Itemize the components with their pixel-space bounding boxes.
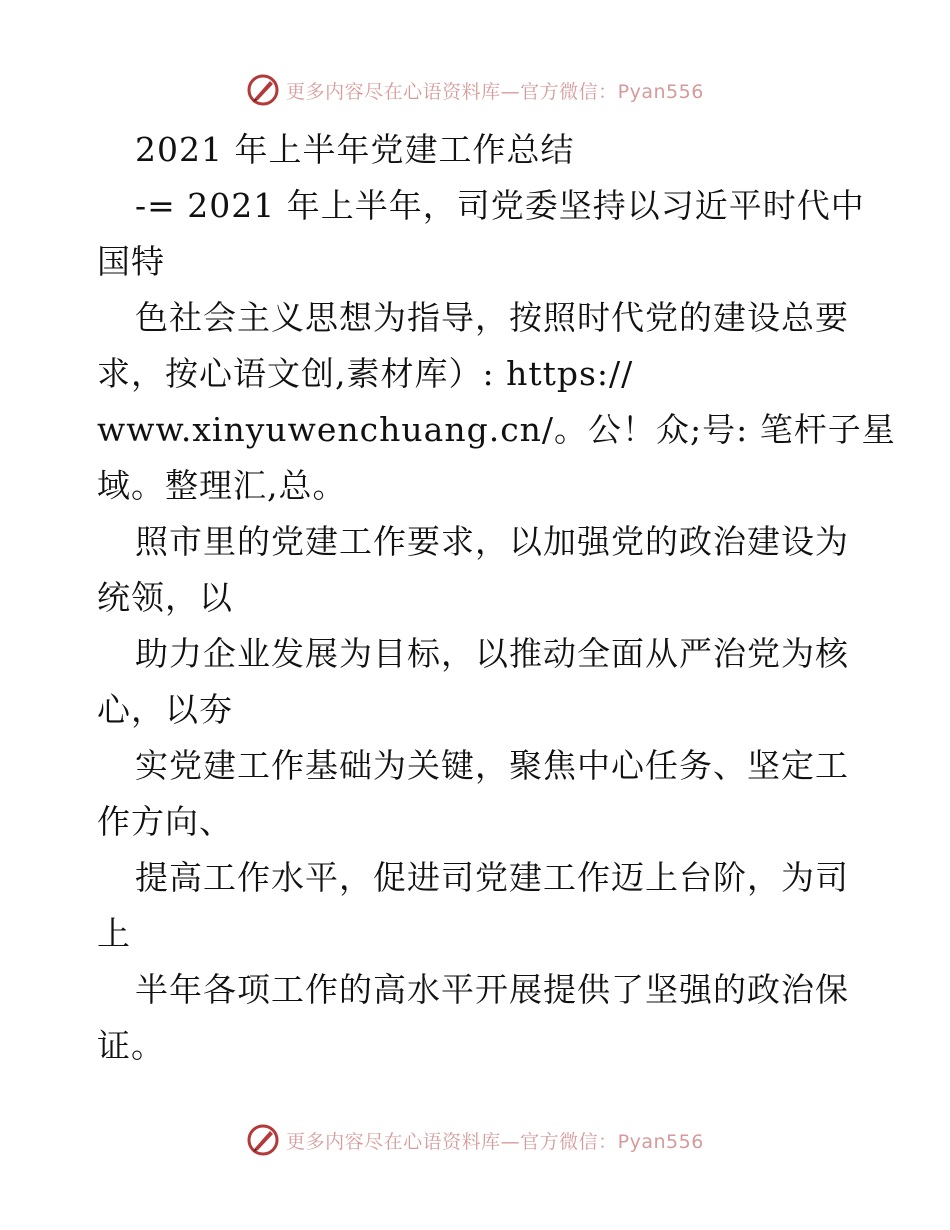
text-line: 半年各项工作的高水平开展提供了坚强的政治保	[135, 970, 849, 1009]
document-body	[97, 122, 896, 1074]
text-line: 实党建工作基础为关键，聚焦中心任务、坚定工	[135, 746, 849, 785]
text-line: www.xinyuwenchuang.cn/。公！众;号: 笔杆子星	[97, 410, 896, 449]
watermark-text: 更多内容尽在心语资料库—官方微信：Pyan556	[286, 80, 704, 103]
text-line: 助力企业发展为目标，以推动全面从严治党为核	[135, 634, 849, 673]
document-title: 2021 年上半年党建工作总结	[135, 130, 575, 169]
pen-logo-icon	[246, 73, 280, 107]
text-line: -= 2021 年上半年，司党委坚持以习近平时代中	[135, 186, 865, 225]
text-line: 国特	[97, 242, 165, 281]
text-line: 统领，以	[97, 578, 233, 617]
text-line: 上	[97, 914, 131, 953]
text-line: 域。整理汇,总。	[97, 466, 347, 505]
text-line: 色社会主义思想为指导，按照时代党的建设总要	[135, 298, 849, 337]
text-line: 作方向、	[97, 802, 233, 841]
pen-logo-icon	[246, 1123, 280, 1157]
watermark-text: 更多内容尽在心语资料库—官方微信：Pyan556	[286, 1130, 704, 1153]
text-line: 心，以夯	[97, 690, 233, 729]
text-line: 求，按心语文创,素材库）: https://	[97, 354, 634, 393]
text-line: 提高工作水平，促进司党建工作迈上台阶，为司	[135, 858, 849, 897]
header-watermark	[0, 70, 950, 110]
text-line: 照市里的党建工作要求，以加强党的政治建设为	[135, 522, 849, 561]
text-line: 证。	[97, 1026, 165, 1065]
footer-watermark	[0, 1120, 950, 1160]
